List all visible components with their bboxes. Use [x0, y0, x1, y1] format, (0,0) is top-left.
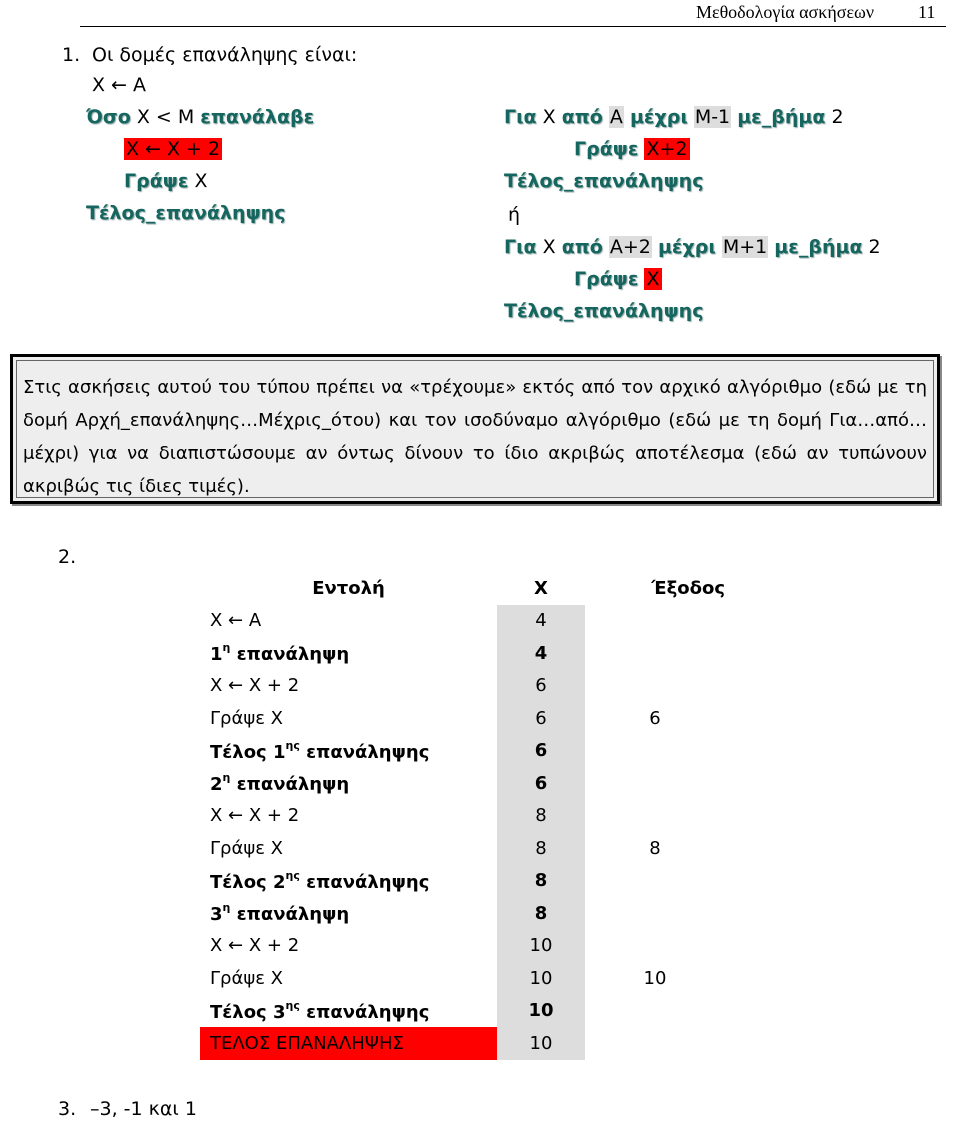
for2-end: [504, 298, 703, 324]
cell-output: [585, 735, 725, 768]
cell-output: [585, 605, 725, 638]
cell-output: 8: [649, 837, 661, 859]
cell-command: [200, 735, 497, 768]
cell-output: [585, 637, 725, 670]
table-row: [200, 637, 725, 670]
for-variable: Χ: [542, 236, 556, 258]
command-text: Χ ← Χ + 2: [210, 805, 300, 827]
running-header-title: Μεθοδολογία ασκήσεων: [696, 2, 874, 22]
for2-header: [504, 234, 881, 260]
cell-x: 8: [497, 800, 585, 833]
cell-command: [200, 702, 497, 735]
from-keyword: από: [561, 236, 603, 258]
to-keyword: μέχρι: [629, 106, 688, 128]
header-x: Χ: [534, 577, 548, 599]
command-text: 3: [210, 904, 223, 926]
cell-command: [200, 637, 497, 670]
command-text: ΤΕΛΟΣ ΕΠΑΝΑΛΗΨΗΣ: [210, 1032, 404, 1054]
command-text: Γράψε Χ: [210, 967, 283, 989]
cell-command: [200, 670, 497, 703]
cell-x: 8: [497, 865, 585, 898]
cell-command: [200, 832, 497, 865]
item3-number: 3.: [58, 1098, 77, 1120]
end-loop-keyword: Τέλος_επανάληψης: [504, 300, 704, 322]
table-row: [200, 1027, 725, 1060]
for1-body-print: [574, 136, 690, 162]
command-text: 2: [210, 774, 223, 796]
item1-assign: Χ ← Α: [92, 74, 147, 96]
step-keyword: με_βήμα: [774, 236, 863, 258]
table-header-row: [200, 572, 725, 605]
for-keyword: Για: [504, 236, 537, 258]
cell-output: 6: [649, 707, 661, 729]
command-text: Χ ← Χ + 2: [210, 935, 300, 957]
cell-x: 6: [497, 767, 585, 800]
cell-output: [585, 865, 725, 898]
for-keyword: Για: [504, 106, 537, 128]
cell-command: [200, 930, 497, 963]
cell-output: [585, 1027, 725, 1060]
cell-x: 4: [497, 637, 585, 670]
for-variable: Χ: [542, 106, 556, 128]
command-text: Τέλος 3: [210, 1001, 286, 1023]
for2-body-print: [574, 266, 662, 292]
step-keyword: με_βήμα: [737, 106, 826, 128]
table-row: [200, 670, 725, 703]
end-loop-keyword: Τέλος_επανάληψης: [504, 170, 704, 192]
cell-command: [200, 897, 497, 930]
to-value: Μ-1: [694, 106, 731, 128]
command-rest: επανάληψη: [230, 644, 350, 666]
cell-command: [200, 865, 497, 898]
cell-command: [200, 800, 497, 833]
command-text: Χ ← Χ + 2: [210, 675, 300, 697]
while-condition: Χ < Μ: [136, 106, 195, 128]
cell-x: 10: [497, 962, 585, 995]
while-keyword: Όσο: [86, 106, 131, 128]
ordinal-suffix: ης: [285, 998, 300, 1012]
print-argument: Χ+2: [646, 138, 688, 160]
cell-output: [585, 995, 725, 1028]
cell-x: 6: [497, 735, 585, 768]
cell-x: 10: [497, 930, 585, 963]
command-rest: επανάληψης: [299, 1001, 430, 1023]
command-text: Χ ← Α: [210, 610, 262, 632]
header-output: Έξοδος: [651, 577, 725, 599]
cell-command: [200, 995, 497, 1028]
table-row: [200, 832, 725, 865]
from-keyword: από: [561, 106, 603, 128]
command-rest: επανάληψη: [230, 904, 350, 926]
print-argument: Χ: [194, 170, 208, 192]
for1-end: [504, 168, 703, 194]
ordinal-suffix: η: [222, 771, 231, 785]
table-row: [200, 605, 725, 638]
command-text: Τέλος 2: [210, 871, 286, 893]
while-end: [86, 200, 285, 226]
table-row: [200, 735, 725, 768]
command-text: Γράψε Χ: [210, 707, 283, 729]
ordinal-suffix: ης: [285, 868, 300, 882]
cell-command: [200, 767, 497, 800]
cell-x: 4: [497, 605, 585, 638]
note-box: [10, 354, 940, 504]
cell-output: 10: [643, 967, 667, 989]
table-row: [200, 897, 725, 930]
command-text: Τέλος 1: [210, 741, 286, 763]
cell-x: 6: [497, 670, 585, 703]
cell-command: [200, 1027, 497, 1060]
to-value: Μ+1: [722, 236, 768, 258]
command-text: 1: [210, 644, 223, 666]
table-row: [200, 995, 725, 1028]
repeat-keyword: επανάλαβε: [200, 106, 315, 128]
or-text: ή: [508, 204, 521, 226]
table-row: [200, 930, 725, 963]
page-number: 11: [918, 2, 936, 22]
note-text: Στις ασκήσεις αυτού του τύπου πρέπει να «τρέχουμε» εκτός από τον αρχικό αλγόριθμο (εδώ με τη δομή Αρχή_επανάληψης…Μέχρις_ότου) και τον ισοδύναμο αλγόριθμο (εδώ με τη δομή Για…από…μέχρι) για να διαπιστώσουμε αν όντως δίνουν το ίδιο ακριβώς αποτέλεσμα (εδώ αν τυπώνουν ακριβώς τις ίδιες τιμές).: [23, 377, 927, 497]
table-row: [200, 800, 725, 833]
print-argument: Χ: [646, 268, 660, 290]
command-rest: επανάληψη: [230, 774, 350, 796]
command-rest: επανάληψης: [299, 871, 430, 893]
cell-output: [585, 670, 725, 703]
item2-number: 2.: [58, 546, 77, 568]
cell-output: [585, 930, 725, 963]
table-row: [200, 865, 725, 898]
cell-output: [585, 800, 725, 833]
item1-number: 1.: [62, 44, 81, 66]
cell-x: 10: [497, 995, 585, 1028]
command-text: Γράψε Χ: [210, 837, 283, 859]
ordinal-suffix: η: [222, 641, 231, 655]
cell-x: 10: [497, 1027, 585, 1060]
cell-command: [200, 605, 497, 638]
print-keyword: Γράψε: [574, 138, 639, 160]
for1-header: [504, 104, 844, 130]
while-body-assign: [124, 136, 222, 162]
ordinal-suffix: η: [222, 901, 231, 915]
table-row: [200, 767, 725, 800]
from-value: Α: [609, 106, 623, 128]
trace-table: [200, 572, 725, 1060]
while-header: [86, 104, 314, 130]
table-row: [200, 962, 725, 995]
while-body-print: [124, 168, 208, 194]
cell-command: [200, 962, 497, 995]
to-keyword: μέχρι: [657, 236, 716, 258]
cell-output: [585, 767, 725, 800]
from-value: Α+2: [609, 236, 651, 258]
cell-x: 8: [497, 832, 585, 865]
step-value: 2: [831, 106, 844, 128]
while-body-assign-text: Χ ← Χ + 2: [126, 138, 221, 160]
command-rest: επανάληψης: [299, 741, 430, 763]
print-keyword: Γράψε: [574, 268, 639, 290]
table-row: [200, 702, 725, 735]
item1-intro: Οι δομές επανάληψης είναι:: [92, 44, 358, 66]
step-value: 2: [868, 236, 881, 258]
cell-x: 8: [497, 897, 585, 930]
header-command: Εντολή: [312, 577, 385, 599]
item3-text: –3, -1 και 1: [90, 1098, 197, 1120]
cell-x: 6: [497, 702, 585, 735]
end-loop-keyword: Τέλος_επανάληψης: [86, 202, 286, 224]
cell-output: [585, 897, 725, 930]
header-rule: [80, 26, 946, 27]
ordinal-suffix: ης: [285, 738, 300, 752]
print-keyword: Γράψε: [124, 170, 189, 192]
